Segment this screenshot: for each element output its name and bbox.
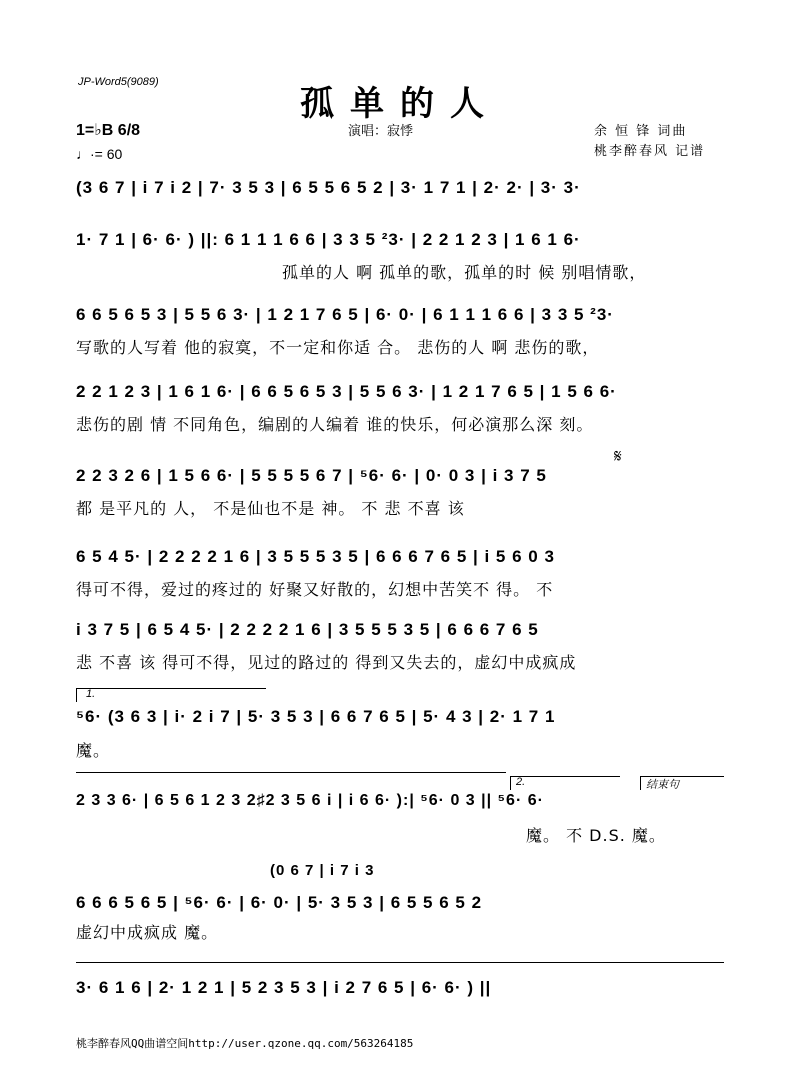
- score-row-4-notes: 2 2 1 2 3 | 1 6 1 6· | 6 6 5 6 5 3 | 5 5 6 3· | 1 2 1 7 6 5 | 1 5 6 6·: [76, 382, 617, 401]
- score-row-3-lyrics: 写歌的人写着 他的寂寞，不一定和你适 合。 悲伤的人 啊 悲伤的歌，: [76, 338, 600, 357]
- score-row-11-notes: 3· 6 1 6 | 2· 1 2 1 | 5 2 3 5 3 | i 2 7 6 5 | 6· 6· ) ||: [76, 978, 492, 997]
- score-row-6-notes: 6 5 4 5· | 2 2 2 2 1 6 | 3 5 5 5 3 5 | 6 6 6 7 6 5 | i 5 6 0 3: [76, 547, 555, 566]
- obbligato-line: (0 6 7 | i 7 i 3: [270, 862, 375, 879]
- score-row-8-notes: ⁵6· (3 6 3 | i· 2 i 7 | 5· 3 5 3 | 6 6 7 6 5 | 5· 4 3 | 2· 1 7 1: [76, 707, 556, 726]
- score-row-5-notes: 2 2 3 2 6 | 1 5 6 6· | 5 5 5 5 6 7 | ⁵6· 6· | 0· 0 3 | i 3 7 5: [76, 466, 547, 485]
- score-row-5-lyrics: 都 是平凡的 人， 不是仙也不是 神。 不 悲 不喜 该: [76, 499, 465, 518]
- score-row-7-notes: i 3 7 5 | 6 5 4 5· | 2 2 2 2 1 6 | 3 5 5 5 3 5 | 6 6 6 7 6 5: [76, 620, 539, 639]
- score-row-10-notes: 6 6 6 5 6 5 | ⁵6· 6· | 6· 0· | 5· 3 5 3 | 6 5 5 6 5 2: [76, 893, 483, 912]
- segno-sign: 𝄋: [614, 446, 622, 466]
- score-row-8-lyrics: 魔。: [76, 741, 111, 760]
- lyricist-credit: 余 恒 锋 词曲: [594, 124, 688, 139]
- score-row-10-lyrics: 虚幻中成疯成 魔。: [76, 923, 219, 942]
- score-row-2-lyrics: 孤单的人 啊 孤单的歌，孤单的时 候 别唱情歌，: [282, 263, 647, 282]
- singer-credit: 演唱：寂悸: [348, 124, 414, 139]
- score-row-1-notes: (3 6 7 | i 7 i 2 | 7· 3 5 3 | 6 5 5 6 5 2 | 3· 1 7 1 | 2· 2· | 3· 3·: [76, 178, 581, 197]
- score-row-9-lyrics: 魔。 不 D.S. 魔。: [526, 826, 666, 845]
- page-title: 孤单的人: [300, 84, 500, 124]
- format-tag: JP-Word5(9089): [78, 76, 159, 88]
- score-row-6-lyrics: 得可不得，爱过的疼过的 好聚又好散的，幻想中苦笑不 得。 不: [76, 580, 554, 599]
- footer-url: 桃李醉春风QQ曲谱空间http://user.qzone.qq.com/563264185: [76, 1037, 414, 1050]
- key-signature: 1=♭B 6/8: [76, 122, 141, 139]
- score-row-9-notes: 2 3 3 6· | 6 5 6 1 2 3 2♯2 3 5 6 i | i 6 6· ):| ⁵6· 0 3 || ⁵6· 6·: [76, 792, 544, 809]
- tempo-mark: ♩·= 60: [76, 146, 123, 162]
- score-row-4-lyrics: 悲伤的剧 情 不同角色，编剧的人编着 谁的快乐，何必演那么深 刻。: [76, 415, 594, 434]
- score-row-3-notes: 6 6 5 6 5 3 | 5 5 6 3· | 1 2 1 7 6 5 | 6· 0· | 6 1 1 1 6 6 | 3 3 5 ²3·: [76, 305, 614, 324]
- transcriber-credit: 桃李醉春风 记谱: [594, 144, 706, 159]
- volta-2: 2.: [516, 776, 526, 788]
- volta-1: 1.: [86, 688, 96, 700]
- score-row-7-lyrics: 悲 不喜 该 得可不得，见过的路过的 得到又失去的，虚幻中成疯成: [76, 653, 577, 672]
- coda-label: 结束句: [646, 779, 679, 791]
- score-row-2-notes: 1· 7 1 | 6· 6· ) ||: 6 1 1 1 6 6 | 3 3 5 ²3· | 2 2 1 2 3 | 1 6 1 6·: [76, 230, 581, 249]
